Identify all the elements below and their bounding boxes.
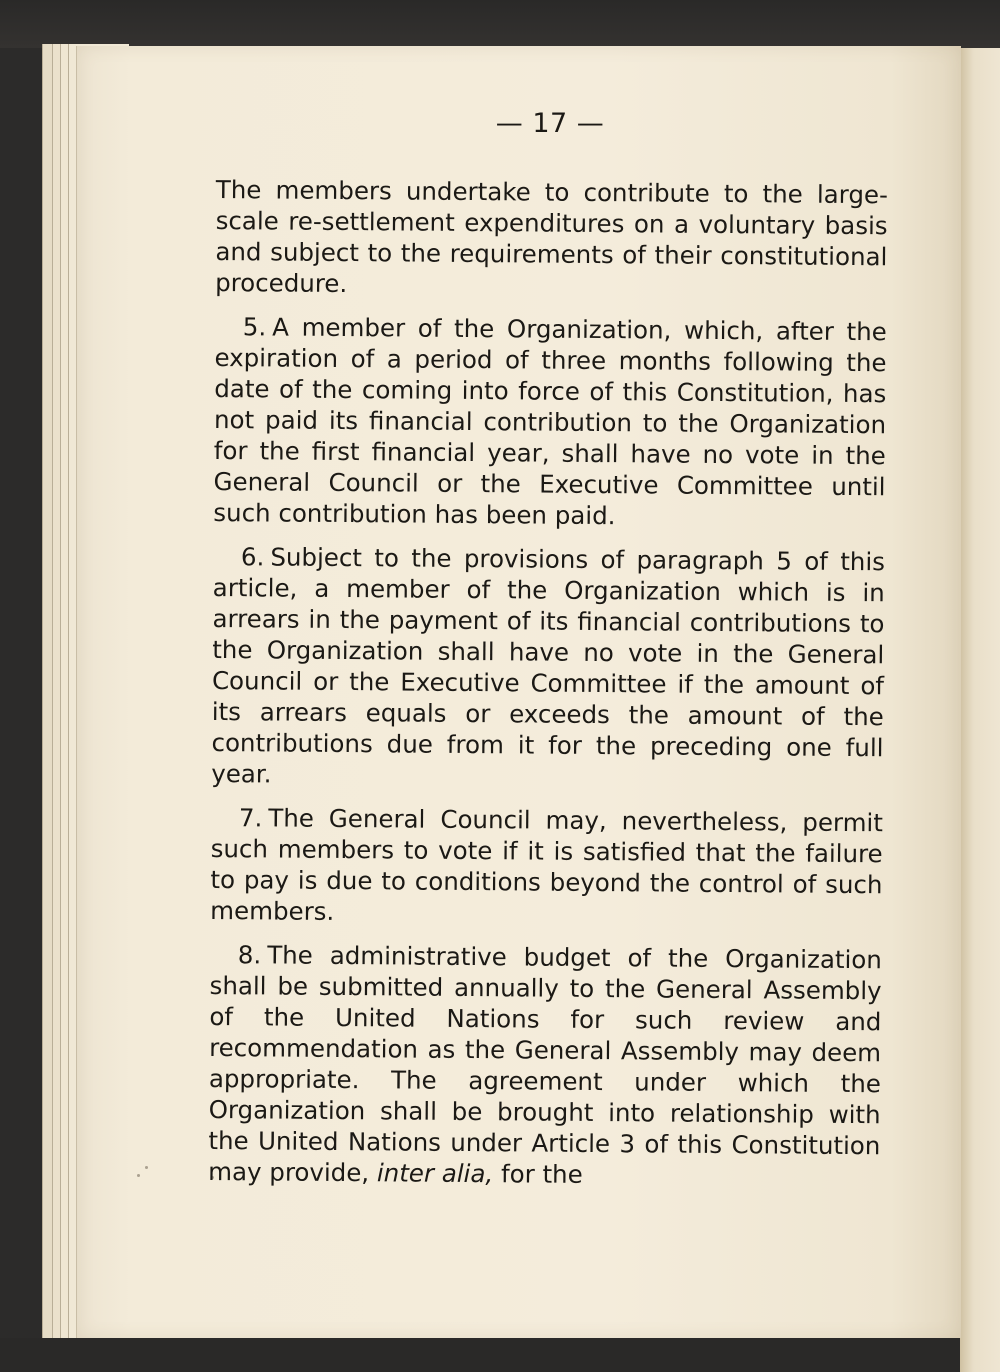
paragraph-intro [215,174,888,303]
paper-speck [137,1174,140,1177]
paragraph-text: Subject to the provisions of paragraph 5 of this article, a member of the Organization which is in arrears in the payment of its financial contributions to the Organization shall have no vote in the General Council or the Executive Committee if the amount of its arrears equals or exceeds the amount of the contributions due from it for the preceding one full year. [211,542,886,789]
paragraph-number: 7. [238,803,263,833]
scanner-backdrop [0,0,1000,48]
paragraph-8 [208,939,882,1192]
paragraph-5 [213,311,887,533]
paragraph-6 [211,541,885,794]
adjacent-page-edge [958,48,1000,1372]
page-number: — 17 — [495,108,605,139]
paragraph-text-continued: for the [500,1159,583,1189]
latin-phrase: inter alia, [376,1158,494,1189]
paper-speck [145,1166,148,1169]
body-text [208,174,888,1205]
paragraph-text: A member of the Organization, which, after the expiration of a period of three months following the date of the coming into force of this Constitution, has not paid its financial contribution to the Organization for the first financial year, shall have no vote in the General Council or the Executive Committee until such contribution has been paid. [213,312,887,531]
paragraph-text: The administrative budget of the Organization shall be submitted annually to the General Assembly of the United Nations for such review and recommendation as the General Assembly may deem appropriate. The agreement under which the Organization shall be brought into relationship with the United Nations under Article 3 of this Constitution may provide, [208,940,882,1188]
paragraph-number: 6. [240,542,265,572]
paragraph-text: The General Council may, nevertheless, permit such members to vote if it is satisfied that the failure to pay is due to conditions beyond the control of such members. [210,803,884,926]
paragraph-number: 8. [237,940,262,970]
paragraph-7 [210,802,883,931]
scanner-backdrop-bottom [0,1338,960,1372]
paragraph-number: 5. [242,312,267,342]
paragraph-text: The members undertake to contribute to the large-scale re-settlement expenditures on a voluntary basis and subject to the requirements of their constitutional procedure. [215,174,888,299]
